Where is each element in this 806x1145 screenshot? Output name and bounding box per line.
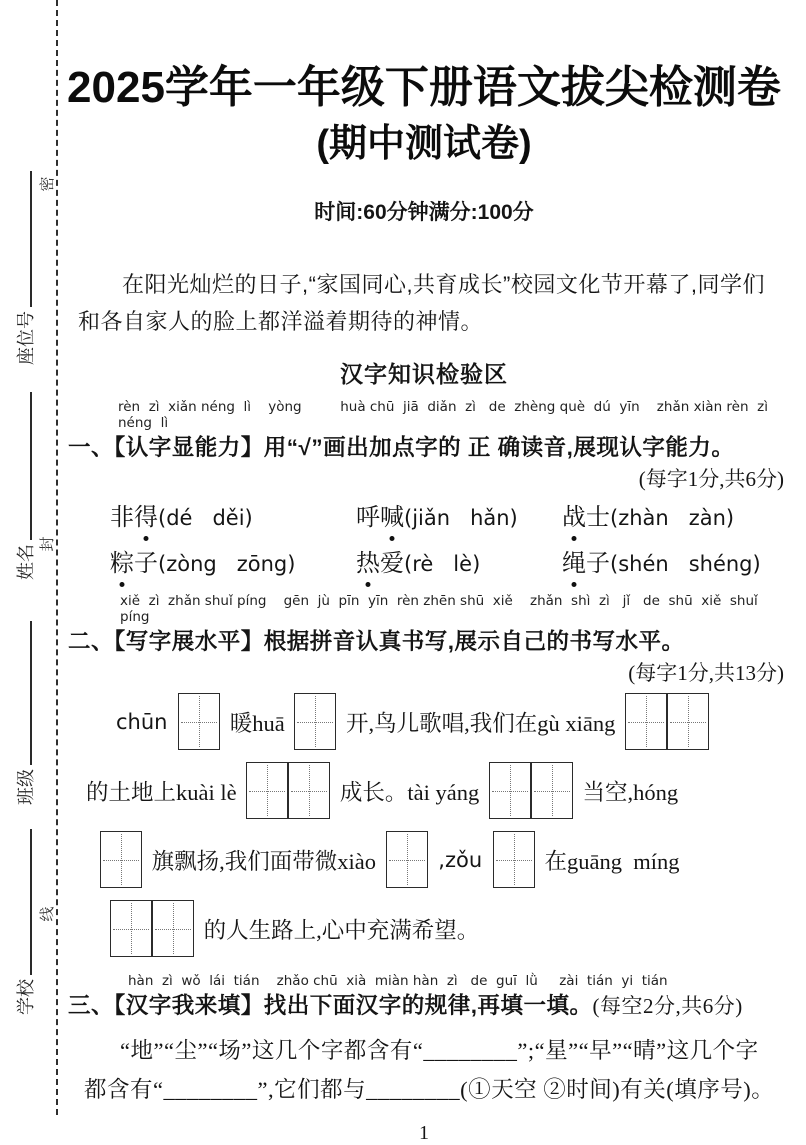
seat-number-field (14, 157, 38, 365)
word-char: 绳 (562, 547, 586, 581)
time-info: 时间:60分钟满分:100分 (314, 201, 534, 224)
pinyin-options[interactable]: (rè lè) (404, 552, 481, 576)
writing-line-text: 暖huā (224, 710, 291, 736)
section3-pinyin: hàn zì wǒ lái tián zhǎo chū xià miàn hàn zì de guī lǜ zài tián yi tián (128, 973, 668, 989)
word-char: 子 (586, 551, 610, 577)
pinyin-options[interactable]: (jiǎn hǎn) (404, 506, 518, 530)
school-label: 学校 (16, 979, 36, 1015)
writing-line-text: 的土地上kuài lè (86, 779, 243, 805)
accented-word (356, 551, 404, 577)
section1-items (110, 501, 786, 581)
student-name-blank[interactable] (14, 392, 32, 540)
intro-line-1: 在阳光灿烂的日子,“家国同心,共育成长”校园文化节开幕了,同学们 (122, 272, 765, 297)
writing-line-text: 旗飘扬,我们面带微xiào (146, 848, 382, 874)
word-char: 子 (134, 551, 158, 577)
pinyin-choice-item (110, 501, 356, 535)
tianzige-box-group (110, 900, 194, 957)
section3-line-2: 都含有“________”,它们都与________(①天空 ②时间)有关(填序号)。 (84, 1077, 775, 1102)
pinyin-choice-item (356, 547, 562, 581)
class-field (14, 615, 38, 805)
school-blank[interactable] (14, 829, 32, 975)
student-name-label: 姓名 (16, 544, 36, 580)
section3-score: (每空2分,共6分) (592, 994, 743, 1018)
page-title: 2025学年一年级下册语文拔尖检测卷 (67, 63, 781, 112)
section3-heading (68, 990, 786, 1022)
accented-word (562, 505, 610, 531)
writing-line-text: chūn (116, 709, 175, 734)
seal-char-mi: 密 (40, 176, 56, 192)
student-name-field (14, 386, 38, 580)
word-char: 爱 (380, 551, 404, 577)
section-banner: 汉字知识检验区 (340, 361, 508, 387)
section1-pinyin: rèn zì xiǎn néng lì yòng huà chū jiā diǎn zì de zhèng què dú yīn zhǎn xiàn rèn zì néng lì (118, 399, 777, 431)
section2-pinyin: xiě zì zhǎn shuǐ píng gēn jù pīn yīn rèn zhēn shū xiě zhǎn shì zì jǐ de shū xiě shuǐ píng (120, 593, 763, 625)
page-number: 1 (419, 1122, 429, 1144)
pinyin-choice-item (562, 547, 786, 581)
tianzige-cell[interactable] (531, 762, 573, 819)
writing-line (62, 825, 786, 894)
pinyin-choice-item (110, 547, 356, 581)
section2-score: (每字1分,共13分) (628, 661, 784, 685)
writing-line-text: 成长。tài yáng (334, 779, 485, 805)
writing-line-text: 当空,hóng (576, 779, 679, 805)
class-label: 班级 (16, 769, 36, 805)
accented-word (356, 505, 404, 531)
tianzige-cell[interactable] (294, 693, 336, 750)
tianzige-box-group (178, 693, 220, 750)
section3-heading-text: 三、【汉字我来填】找出下面汉字的规律,再填一填。 (68, 993, 593, 1018)
tianzige-cell[interactable] (110, 900, 152, 957)
pinyin-choice-item (562, 501, 786, 535)
pinyin-options[interactable]: (dé děi) (158, 506, 253, 530)
tianzige-box-group (386, 831, 428, 888)
tianzige-box-group (625, 693, 709, 750)
pinyin-options[interactable]: (zhàn zàn) (610, 506, 735, 530)
tianzige-box-group (489, 762, 573, 819)
tianzige-cell[interactable] (178, 693, 220, 750)
word-char: 热 (356, 547, 380, 581)
writing-line-text: 在guāng míng (538, 848, 680, 874)
tianzige-cell[interactable] (100, 831, 142, 888)
accented-word (110, 505, 158, 531)
seal-char-feng: 封 (40, 536, 56, 552)
class-blank[interactable] (14, 621, 32, 765)
tianzige-box-group (294, 693, 336, 750)
writing-line (62, 894, 786, 963)
tianzige-cell[interactable] (625, 693, 667, 750)
word-char: 士 (586, 505, 610, 531)
tianzige-cell[interactable] (493, 831, 535, 888)
pinyin-options[interactable]: (zòng zōng) (158, 552, 296, 576)
accented-word (110, 551, 158, 577)
word-char: 粽 (110, 547, 134, 581)
tianzige-box-group (100, 831, 142, 888)
tianzige-cell[interactable] (489, 762, 531, 819)
seat-number-label: 座位号 (16, 311, 36, 365)
word-char: 呼 (356, 505, 380, 531)
pinyin-choice-item (356, 501, 562, 535)
tianzige-cell[interactable] (246, 762, 288, 819)
section1-score: (每字1分,共6分) (638, 467, 784, 491)
writing-line-text: 开,鸟儿歌唱,我们在gù xiāng (340, 710, 622, 736)
word-char: 非 (110, 505, 134, 531)
seat-number-blank[interactable] (14, 171, 32, 307)
section2-heading: 二、【写字展水平】根据拼音认真书写,展示自己的书写水平。 (68, 629, 685, 654)
tianzige-cell[interactable] (288, 762, 330, 819)
tianzige-box-group (246, 762, 330, 819)
tianzige-cell[interactable] (152, 900, 194, 957)
pinyin-options[interactable]: (shén shéng) (610, 552, 761, 576)
tianzige-cell[interactable] (386, 831, 428, 888)
writing-line (62, 756, 786, 825)
section1-heading: 一、【认字显能力】用“√”画出加点字的 正 确读音,展现认字能力。 (68, 435, 735, 460)
writing-line-text: ,zǒu (431, 847, 489, 872)
seal-char-xian: 线 (40, 906, 56, 922)
word-char: 喊 (380, 501, 404, 535)
section2-writing-lines (62, 687, 786, 963)
word-char: 得 (134, 501, 158, 535)
exam-content (62, 0, 786, 1145)
page-subtitle: (期中测试卷) (316, 123, 532, 165)
tianzige-cell[interactable] (667, 693, 709, 750)
school-field (14, 823, 38, 1015)
intro-line-2: 和各自家人的脸上都洋溢着期待的神情。 (78, 309, 484, 334)
tianzige-box-group (493, 831, 535, 888)
accented-word (562, 551, 610, 577)
writing-line-text: 的人生路上,心中充满希望。 (198, 917, 480, 943)
seal-dashed-line (56, 0, 58, 1115)
section3-line-1: “地”“尘”“场”这几个字都含有“________”;“星”“早”“晴”这几个字 (120, 1038, 759, 1063)
writing-line (62, 687, 786, 756)
word-char: 战 (562, 501, 586, 535)
